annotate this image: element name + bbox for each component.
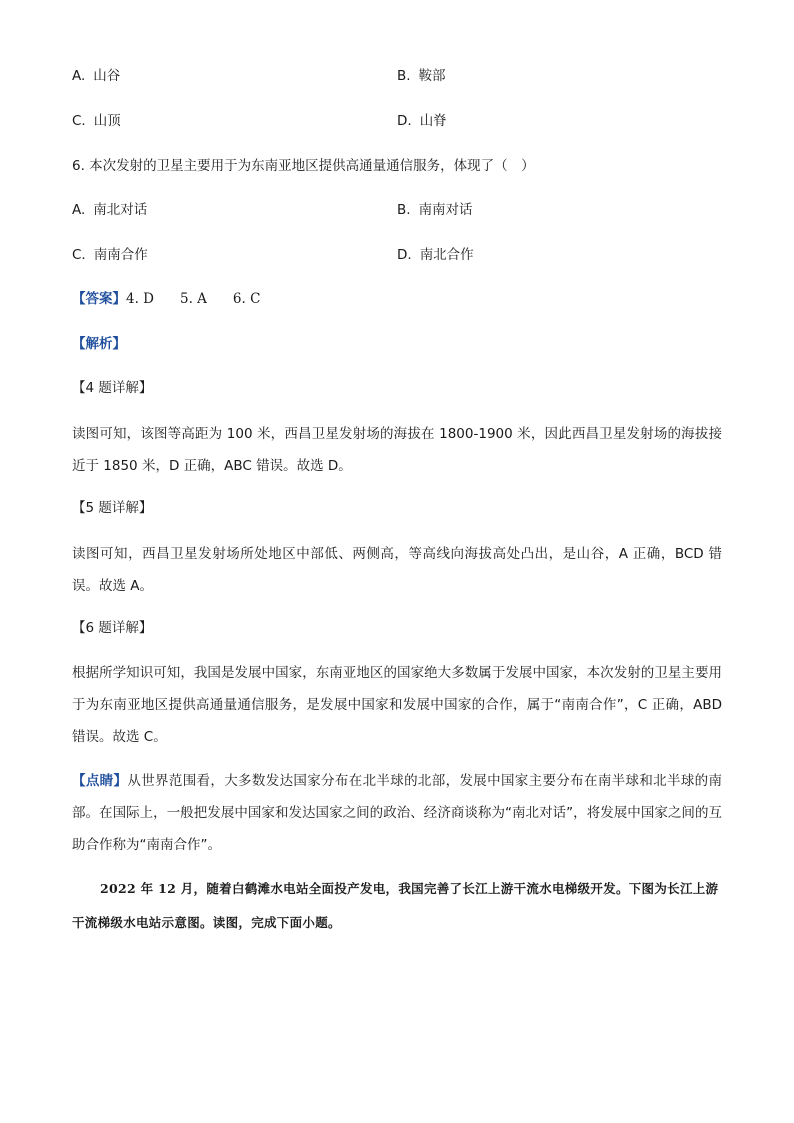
q6-option-b: [397, 200, 473, 220]
option-letter: D.: [397, 113, 412, 129]
answer-tag: 【答案】: [72, 291, 126, 307]
tip-tag: 【点睛】: [72, 773, 128, 789]
q6-option-d: [397, 245, 474, 265]
detail-6-heading: 【6 题详解】: [72, 620, 153, 636]
option-text: 南北对话: [93, 202, 148, 218]
analysis-tag: 【解析】: [72, 336, 126, 352]
tip-body: 从世界范围看，大多数发达国家分布在北半球的北部，发展中国家主要分布在南半球和北半球的南部。在国际上，一般把发展中国家和发达国家之间的政治、经济商谈称为“南北对话”，将发展中国家之间的互助合作称为“南南合作”。: [72, 773, 723, 853]
q6-option-a: [72, 200, 147, 220]
option-b: [397, 66, 446, 86]
detail-4-heading: 【4 题详解】: [72, 380, 153, 396]
option-letter: B.: [397, 68, 411, 84]
tip-paragraph: [72, 765, 722, 861]
q6-option-c: [72, 245, 148, 265]
detail-6-body: 根据所学知识可知，我国是发展中国家，东南亚地区的国家绝大多数属于发展中国家，本次发射的卫星主要用于为东南亚地区提供高通量通信服务，是发展中国家和发展中国家的合作，属于“南南合作”，C 正确，ABD 错误。故选 C。: [72, 665, 722, 745]
option-a: [72, 66, 120, 86]
option-letter: C.: [72, 113, 86, 129]
option-text: 山脊: [419, 113, 447, 129]
option-text: 山谷: [93, 68, 121, 84]
answer-item: 4. D: [126, 291, 154, 307]
answer-line: [72, 289, 286, 309]
option-text: 鞍部: [418, 68, 446, 84]
answer-item: 6. C: [232, 291, 261, 307]
detail-4-body: 读图可知，该图等高距为 100 米，西昌卫星发射场的海拔在 1800-1900 米，因此西昌卫星发射场的海拔接近于 1850 米，D 正确，ABC 错误。故选 D。: [72, 426, 722, 474]
option-d: [397, 111, 447, 131]
option-letter: D.: [397, 247, 412, 263]
detail-5-body: 读图可知，西昌卫星发射场所处地区中部低、两侧高，等高线向海拔高处凸出，是山谷，A 正确，BCD 错误。故选 A。: [72, 546, 722, 594]
option-letter: A.: [72, 68, 86, 84]
option-text: 南北合作: [419, 247, 474, 263]
option-text: 山顶: [93, 113, 121, 129]
answer-item: 5. A: [180, 291, 207, 307]
option-text: 南南合作: [93, 247, 148, 263]
question-6-text: 6. 本次发射的卫星主要用于为东南亚地区提供高通量通信服务，体现了（ ）: [72, 158, 535, 174]
option-c: [72, 111, 121, 131]
next-question-intro: 2022 年 12 月，随着白鹤滩水电站全面投产发电，我国完善了长江上游干流水电梯级开发。下图为长江上游干流梯级水电站示意图。读图，完成下面小题。: [72, 881, 719, 930]
option-text: 南南对话: [418, 202, 473, 218]
option-letter: B.: [397, 202, 411, 218]
option-letter: A.: [72, 202, 86, 218]
detail-5-heading: 【5 题详解】: [72, 500, 153, 516]
option-letter: C.: [72, 247, 86, 263]
